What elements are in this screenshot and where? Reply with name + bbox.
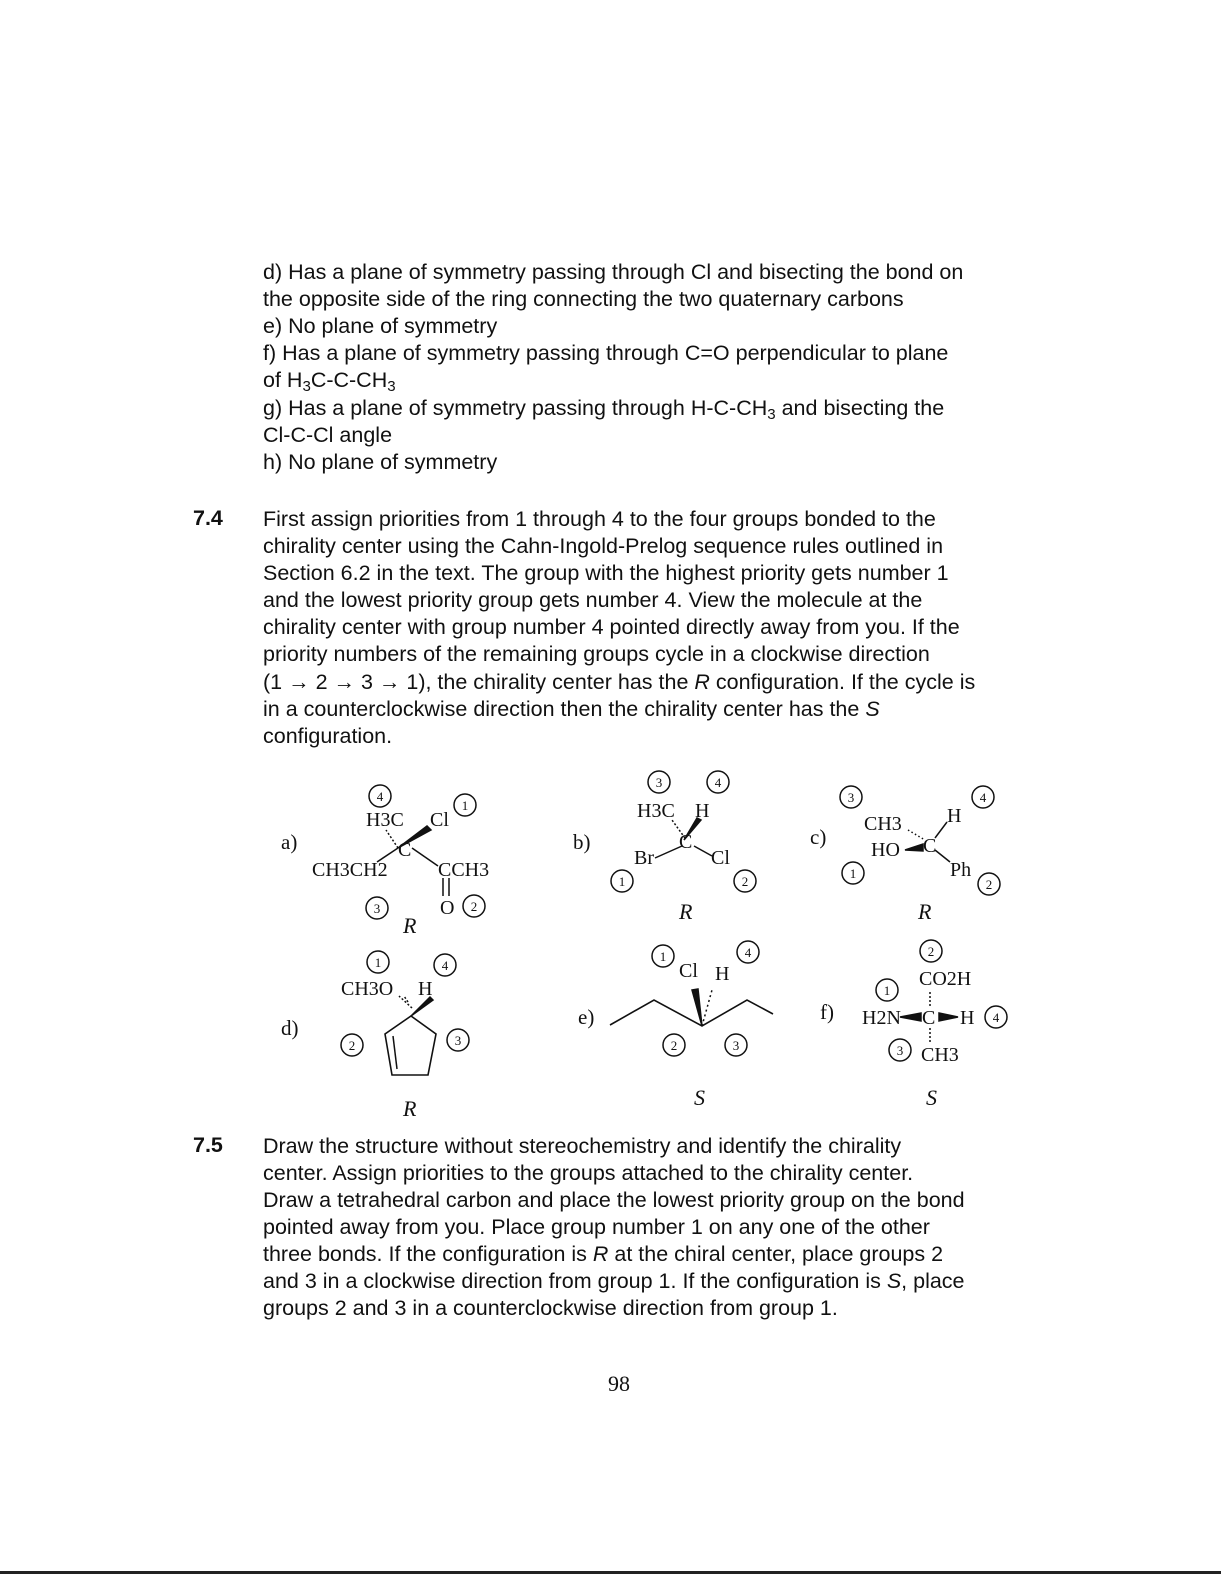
priority-number: 1 [618,874,626,889]
group-label: CO2H [919,968,972,990]
answer-f-line-2: of $H_3C-C-CH_3$ [263,368,396,395]
priority-number: 1 [461,798,469,813]
section-7-4-line-7: (1 → 2 → 3 → 1), the chirality center has the R configuration. If the cycle is [263,670,976,694]
group-label: Ph [950,859,972,881]
group-label: CH3 [864,813,902,835]
figure-a-label: a) [281,830,298,854]
answer-h: h) No plane of symmetry [263,450,498,474]
priority-number: 3 [732,1038,740,1053]
section-7-4-line-2: chirality center using the Cahn-Ingold-Prelog sequence rules outlined in [263,534,944,558]
group-label: H [715,963,730,985]
section-7-5-line-6: and 3 in a clockwise direction from group 1. If the configuration is S, place [263,1269,965,1293]
priority-number: 4 [979,790,987,805]
figure-b-label: b) [573,830,591,854]
priority-number: 4 [744,945,752,960]
figure-d-config: R [403,1096,417,1121]
section-7-4-line-5: chirality center with group number 4 pointed directly away from you. If the [263,615,960,639]
answer-e: e) No plane of symmetry [263,314,498,338]
problem-number-7-5: 7.5 [193,1133,223,1157]
section-7-5-line-3: Draw a tetrahedral carbon and place the lowest priority group on the bond [263,1188,965,1212]
group-label: H [960,1007,975,1029]
answer-f-line-1: f) Has a plane of symmetry passing through C=O perpendicular to plane [263,341,949,365]
priority-number: 1 [374,955,382,970]
group-label: H [695,800,710,822]
priority-number: 3 [896,1043,904,1058]
priority-number: 3 [454,1033,462,1048]
figure-f-structure [876,940,1007,1061]
section-7-5-line-4: pointed away from you. Place group number 1 on any one of the other [263,1215,930,1239]
figure-c-structure [840,786,1000,895]
section-7-4-line-8: in a counterclockwise direction then the chirality center has the S [263,697,880,721]
priority-number: 4 [992,1010,1000,1025]
priority-number: 4 [441,958,449,973]
group-label: CH3O [341,978,394,1000]
group-label: Cl [679,960,698,982]
bottom-edge-line [0,1571,1221,1574]
priority-number: 4 [714,775,722,790]
priority-number: 2 [741,874,749,889]
section-7-5-line-5: three bonds. If the configuration is R at the chiral center, place groups 2 [263,1242,944,1266]
priority-number: 3 [847,790,855,805]
section-7-4-line-4: and the lowest priority group gets number 4. View the molecule at the [263,588,923,612]
group-label: H2N [862,1007,901,1029]
priority-number: 2 [985,877,993,892]
group-label: H3C [637,800,675,822]
section-7-5-line-1: Draw the structure without stereochemistry and identify the chirality [263,1134,902,1158]
answer-g-line-1: g) Has a plane of symmetry passing through $H-C-CH_3$ and bisecting the [263,396,945,423]
figure-b-config: R [679,899,693,924]
group-label: Br [634,847,654,869]
answer-d-line-1: d) Has a plane of symmetry passing through Cl and bisecting the bond on [263,260,964,284]
priority-number: 2 [348,1038,356,1053]
section-7-4-line-3: Section 6.2 in the text. The group with the highest priority gets number 1 [263,561,949,585]
priority-number: 1 [849,866,857,881]
group-label: CH3 [921,1044,959,1066]
group-label: H3C [366,809,404,831]
figure-e-label: e) [578,1005,595,1029]
group-label: HO [871,839,900,861]
figure-c-label: c) [810,825,827,849]
section-7-4-line-6: priority numbers of the remaining groups cycle in a clockwise direction [263,642,930,666]
chiral-carbon: C [922,1007,936,1029]
chiral-carbon: C [923,835,937,857]
priority-number: 1 [659,949,667,964]
priority-number: 3 [655,775,663,790]
figure-f-config: S [926,1085,937,1110]
section-7-5-line-7: groups 2 and 3 in a counterclockwise direction from group 1. [263,1296,838,1320]
group-label: O [440,897,455,919]
priority-number: 2 [927,944,935,959]
figure-c-config: R [918,899,932,924]
group-label: CH3CH2 [312,859,388,881]
section-7-4-line-1: First assign priorities from 1 through 4 to the four groups bonded to the [263,507,936,531]
priority-number: 1 [883,983,891,998]
figure-a-config: R [403,913,417,938]
figure-d-label: d) [281,1016,299,1040]
priority-number: 2 [470,899,478,914]
group-label: H [418,978,433,1000]
problem-number-7-4: 7.4 [193,506,223,530]
figure-d-structure [341,951,469,1075]
priority-number: 2 [670,1038,678,1053]
section-7-4-line-9: configuration. [263,724,393,748]
chiral-carbon: C [398,839,412,861]
page-number: 98 [608,1371,630,1396]
priority-number: 3 [373,901,381,916]
answer-g-line-2: Cl-C-Cl angle [263,423,393,447]
group-label: CCH3 [438,859,490,881]
answer-d-line-2: the opposite side of the ring connecting the two quaternary carbons [263,287,904,311]
figure-f-label: f) [820,1000,834,1024]
chiral-carbon: C [679,831,693,853]
section-7-5-line-2: center. Assign priorities to the groups attached to the chirality center. [263,1161,914,1185]
group-label: H [947,805,962,827]
group-label: Cl [430,809,449,831]
priority-number: 4 [376,789,384,804]
figure-e-config: S [694,1085,705,1110]
group-label: Cl [711,847,730,869]
